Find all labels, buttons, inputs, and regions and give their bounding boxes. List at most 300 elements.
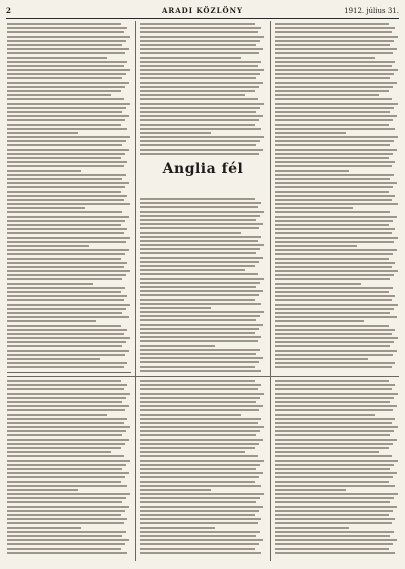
illegible-text-line (275, 262, 395, 264)
illegible-text-line (140, 198, 255, 200)
illegible-text-line (275, 48, 397, 50)
illegible-text-line (7, 443, 125, 445)
illegible-text-line (140, 468, 256, 470)
illegible-text-line (275, 366, 392, 368)
illegible-text-line (7, 283, 93, 285)
illegible-text-line (275, 211, 390, 213)
illegible-text-line (275, 422, 392, 424)
masthead (6, 5, 399, 17)
illegible-text-line (140, 103, 264, 105)
illegible-text-line (140, 485, 261, 487)
illegible-text-line (7, 518, 127, 520)
illegible-text-line (140, 370, 261, 372)
illegible-text-line (275, 548, 389, 550)
illegible-text-line (275, 329, 395, 331)
illegible-text-line (7, 31, 124, 33)
illegible-text-line (7, 48, 129, 50)
illegible-text-line (275, 216, 397, 218)
illegible-text-line (140, 366, 255, 368)
illegible-text-line (275, 468, 390, 470)
illegible-text-line (140, 115, 263, 117)
illegible-text-line (7, 249, 129, 251)
illegible-text-line (140, 361, 259, 363)
illegible-text-line (140, 90, 255, 92)
illegible-text-line (275, 270, 398, 272)
illegible-text-line (7, 522, 124, 524)
illegible-text-line (275, 119, 393, 121)
illegible-text-line (275, 153, 393, 155)
illegible-text-line (275, 388, 392, 390)
illegible-text-line (140, 278, 264, 280)
illegible-text-line (140, 111, 256, 113)
illegible-text-line (140, 61, 261, 63)
illegible-text-line (275, 57, 375, 59)
illegible-text-line (140, 319, 256, 321)
illegible-text-line (140, 261, 259, 263)
illegible-text-line (275, 241, 394, 243)
illegible-text-line (140, 215, 260, 217)
illegible-text-line (275, 258, 389, 260)
illegible-text-line (7, 388, 124, 390)
illegible-text-line (140, 248, 260, 250)
illegible-text-line (7, 73, 126, 75)
illegible-text-line (140, 124, 255, 126)
illegible-text-line (140, 69, 264, 71)
middle-column-text-lower (140, 198, 265, 374)
illegible-text-line (140, 510, 259, 512)
illegible-text-line (7, 535, 122, 537)
illegible-text-line (7, 98, 124, 100)
left-column-text-lower (7, 380, 131, 556)
illegible-text-line (275, 489, 346, 491)
illegible-text-line (275, 82, 397, 84)
illegible-text-line (140, 447, 255, 449)
illegible-text-line (275, 481, 389, 483)
illegible-text-line (140, 132, 211, 134)
illegible-text-line (275, 506, 397, 508)
illegible-text-line (275, 136, 398, 138)
illegible-text-line (7, 493, 130, 495)
illegible-text-line (275, 195, 395, 197)
illegible-text-line (7, 476, 125, 478)
illegible-text-line (275, 439, 397, 441)
illegible-text-line (140, 44, 256, 46)
illegible-text-line (7, 161, 127, 163)
illegible-text-line (140, 144, 256, 146)
illegible-text-line (7, 36, 130, 38)
illegible-text-line (7, 191, 121, 193)
illegible-text-line (275, 345, 390, 347)
illegible-text-line (7, 539, 129, 541)
illegible-text-line (275, 295, 395, 297)
illegible-text-line (140, 434, 256, 436)
illegible-text-line (7, 65, 124, 67)
illegible-text-line (140, 303, 261, 305)
illegible-text-line (140, 464, 260, 466)
illegible-text-line (7, 333, 124, 335)
illegible-text-line (7, 140, 126, 142)
illegible-text-line (275, 220, 393, 222)
illegible-text-line (275, 299, 392, 301)
illegible-text-line (7, 384, 127, 386)
illegible-text-line (7, 216, 129, 218)
illegible-text-line (140, 552, 261, 554)
illegible-text-line (7, 510, 125, 512)
illegible-text-line (7, 27, 127, 29)
illegible-text-line (140, 397, 260, 399)
illegible-text-line (275, 304, 398, 306)
illegible-text-line (140, 380, 255, 382)
illegible-text-line (140, 206, 258, 208)
illegible-text-line (7, 316, 129, 318)
illegible-text-line (140, 269, 245, 271)
illegible-text-line (7, 220, 125, 222)
illegible-text-line (140, 535, 256, 537)
illegible-text-line (275, 31, 392, 33)
illegible-text-line (7, 514, 121, 516)
illegible-text-line (140, 236, 261, 238)
illegible-text-line (7, 224, 121, 226)
illegible-text-line (275, 451, 379, 453)
illegible-text-line (275, 199, 392, 201)
illegible-text-line (140, 349, 260, 351)
illegible-text-line (7, 299, 124, 301)
illegible-text-line (275, 283, 361, 285)
illegible-text-line (140, 388, 258, 390)
illegible-text-line (275, 552, 395, 554)
illegible-text-line (140, 455, 258, 457)
illegible-text-line (140, 493, 264, 495)
illegible-text-line (7, 409, 125, 411)
illegible-text-line (275, 316, 397, 318)
illegible-text-line (275, 132, 346, 134)
illegible-text-line (275, 380, 389, 382)
illegible-text-line (140, 227, 259, 229)
illegible-text-line (275, 397, 394, 399)
illegible-text-line (140, 286, 256, 288)
illegible-text-line (140, 501, 256, 503)
illegible-text-line (7, 393, 130, 395)
left-column-text-upper (7, 23, 131, 371)
masthead-rule (6, 18, 399, 19)
illegible-text-line (275, 178, 390, 180)
illegible-text-line (7, 90, 121, 92)
illegible-text-line (275, 464, 394, 466)
illegible-text-line (275, 128, 395, 130)
illegible-text-line (275, 430, 394, 432)
illegible-text-line (275, 232, 392, 234)
illegible-text-line (140, 405, 263, 407)
illegible-text-line (275, 337, 398, 339)
illegible-text-line (140, 439, 263, 441)
illegible-text-line (7, 203, 130, 205)
illegible-text-line (275, 274, 394, 276)
illegible-text-line (140, 223, 263, 225)
illegible-text-line (275, 111, 390, 113)
illegible-text-line (7, 103, 130, 105)
illegible-text-line (140, 244, 264, 246)
illegible-text-line (140, 548, 255, 550)
illegible-text-line (275, 527, 349, 529)
illegible-text-line (275, 518, 395, 520)
illegible-text-line (140, 422, 258, 424)
illegible-text-line (275, 90, 389, 92)
right-column-text-bottom (275, 380, 399, 556)
illegible-text-line (140, 219, 256, 221)
illegible-text-line (7, 270, 130, 272)
illegible-text-line (7, 401, 122, 403)
illegible-text-line (140, 324, 263, 326)
illegible-text-line (7, 552, 127, 554)
illegible-text-line (7, 350, 129, 352)
illegible-text-line (7, 136, 130, 138)
illegible-text-line (7, 337, 130, 339)
illegible-text-line (7, 312, 122, 314)
illegible-text-line (7, 439, 129, 441)
illegible-text-line (140, 539, 263, 541)
illegible-text-line (140, 57, 241, 59)
illegible-text-line (140, 489, 211, 491)
illegible-text-line (7, 497, 126, 499)
illegible-text-line (7, 278, 122, 280)
illegible-text-line (7, 405, 129, 407)
illegible-text-line (7, 531, 126, 533)
illegible-text-line (140, 40, 260, 42)
illegible-text-line (140, 497, 260, 499)
illegible-text-line (275, 161, 395, 163)
illegible-text-line (275, 531, 394, 533)
lower-section-rule (7, 376, 399, 377)
illegible-text-line (7, 124, 121, 126)
article-headline: Anglia fél (162, 161, 244, 177)
illegible-text-line (140, 481, 255, 483)
illegible-text-line (275, 249, 397, 251)
illegible-text-line (140, 73, 260, 75)
illegible-text-line (275, 203, 398, 205)
illegible-text-line (7, 61, 127, 63)
illegible-text-line (275, 405, 397, 407)
illegible-text-line (275, 455, 392, 457)
illegible-text-line (7, 414, 107, 416)
illegible-text-line (7, 320, 96, 322)
column-rule-left (135, 21, 136, 561)
illegible-text-line (7, 366, 124, 368)
illegible-text-line (275, 115, 397, 117)
illegible-text-line (275, 501, 390, 503)
illegible-text-line (140, 128, 261, 130)
illegible-text-line (7, 144, 122, 146)
illegible-text-line (140, 472, 263, 474)
illegible-text-line (140, 86, 259, 88)
illegible-text-line (275, 61, 395, 63)
illegible-text-line (7, 115, 129, 117)
illegible-text-line (275, 98, 392, 100)
illegible-text-line (140, 52, 259, 54)
illegible-text-line (275, 107, 394, 109)
illegible-text-line (275, 77, 390, 79)
illegible-text-line (7, 358, 100, 360)
illegible-text-line (275, 443, 393, 445)
illegible-text-line (7, 157, 121, 159)
illegible-text-line (140, 94, 245, 96)
illegible-text-line (140, 514, 255, 516)
illegible-text-line (7, 455, 124, 457)
illegible-text-line (275, 493, 398, 495)
illegible-text-line (7, 460, 130, 462)
illegible-text-line (275, 191, 389, 193)
illegible-text-line (7, 325, 121, 327)
illegible-text-line (275, 426, 398, 428)
illegible-text-line (275, 237, 398, 239)
illegible-text-line (7, 69, 130, 71)
illegible-text-line (140, 265, 255, 267)
illegible-text-line (140, 430, 260, 432)
illegible-text-line (7, 199, 124, 201)
illegible-text-line (140, 357, 263, 359)
illegible-text-line (275, 140, 394, 142)
illegible-text-line (7, 329, 127, 331)
illegible-text-line (7, 291, 121, 293)
illegible-text-line (7, 489, 78, 491)
illegible-text-line (7, 149, 129, 151)
illegible-text-line (140, 65, 258, 67)
illegible-text-line (7, 170, 81, 172)
illegible-text-line (140, 307, 211, 309)
illegible-text-line (7, 451, 111, 453)
illegible-text-line (7, 253, 125, 255)
illegible-text-line (7, 228, 127, 230)
illegible-text-line (275, 308, 394, 310)
illegible-text-line (275, 401, 390, 403)
illegible-text-line (275, 543, 393, 545)
illegible-text-line (140, 232, 241, 234)
illegible-text-line (7, 207, 85, 209)
illegible-text-line (7, 182, 129, 184)
illegible-text-line (7, 543, 125, 545)
illegible-text-line (7, 397, 126, 399)
illegible-text-line (140, 252, 256, 254)
illegible-text-line (7, 295, 127, 297)
illegible-text-line (140, 518, 261, 520)
illegible-text-line (7, 186, 125, 188)
illegible-text-line (275, 157, 389, 159)
illegible-text-line (140, 98, 258, 100)
illegible-text-line (140, 23, 255, 25)
paper-name: ARADI KÖZLÖNY (162, 6, 243, 15)
illegible-text-line (140, 345, 215, 347)
illegible-text-line (275, 358, 368, 360)
illegible-text-line (275, 73, 394, 75)
illegible-text-line (275, 312, 390, 314)
illegible-text-line (275, 333, 392, 335)
illegible-text-line (275, 182, 397, 184)
illegible-text-line (140, 311, 264, 313)
illegible-text-line (275, 207, 353, 209)
illegible-text-line (275, 65, 392, 67)
illegible-text-line (140, 77, 256, 79)
right-column-text (275, 23, 399, 371)
illegible-text-line (7, 345, 122, 347)
illegible-text-line (140, 336, 261, 338)
illegible-text-line (140, 107, 260, 109)
illegible-text-line (275, 497, 394, 499)
illegible-text-line (7, 44, 122, 46)
illegible-text-line (140, 460, 264, 462)
illegible-text-line (140, 332, 255, 334)
illegible-text-line (140, 401, 256, 403)
illegible-text-line (7, 111, 122, 113)
illegible-text-line (140, 299, 255, 301)
illegible-text-line (7, 94, 111, 96)
illegible-text-line (275, 418, 395, 420)
illegible-text-line (140, 451, 245, 453)
illegible-text-line (275, 447, 389, 449)
illegible-text-line (140, 443, 259, 445)
illegible-text-line (140, 48, 263, 50)
illegible-text-line (275, 36, 398, 38)
illegible-text-line (140, 153, 259, 155)
illegible-text-line (275, 228, 395, 230)
illegible-text-line (140, 136, 264, 138)
illegible-text-line (7, 380, 121, 382)
illegible-text-line (275, 539, 397, 541)
illegible-text-line (7, 548, 121, 550)
illegible-text-line (7, 195, 127, 197)
illegible-text-line (275, 414, 375, 416)
illegible-text-line (275, 476, 393, 478)
illegible-text-line (140, 290, 263, 292)
illegible-text-line (275, 278, 390, 280)
illegible-text-line (275, 124, 389, 126)
illegible-text-line (275, 535, 390, 537)
illegible-text-line (140, 353, 256, 355)
illegible-text-line (275, 186, 393, 188)
illegible-text-line (7, 119, 125, 121)
illegible-text-line (275, 350, 397, 352)
illegible-text-line (140, 273, 258, 275)
illegible-text-line (275, 266, 392, 268)
illegible-text-line (7, 481, 121, 483)
illegible-text-line (7, 501, 122, 503)
illegible-text-line (275, 325, 389, 327)
illegible-text-line (275, 341, 394, 343)
illegible-text-line (7, 266, 124, 268)
illegible-text-line (140, 340, 258, 342)
illegible-text-line (140, 149, 263, 151)
illegible-text-line (7, 447, 121, 449)
illegible-text-line (7, 165, 124, 167)
illegible-text-line (275, 485, 395, 487)
illegible-text-line (275, 434, 390, 436)
illegible-text-line (7, 485, 127, 487)
illegible-text-line (275, 23, 389, 25)
issue-date: 1912. július 31. (344, 7, 399, 15)
illegible-text-line (275, 354, 393, 356)
illegible-text-line (275, 86, 393, 88)
illegible-text-line (140, 426, 264, 428)
illegible-text-line (275, 510, 393, 512)
illegible-text-line (7, 52, 125, 54)
illegible-text-line (140, 140, 260, 142)
illegible-text-line (7, 308, 126, 310)
illegible-text-line (140, 119, 259, 121)
illegible-text-line (140, 543, 259, 545)
illegible-text-line (7, 354, 125, 356)
illegible-text-line (275, 165, 392, 167)
illegible-text-line (7, 422, 124, 424)
illegible-text-line (275, 472, 397, 474)
illegible-text-line (275, 174, 394, 176)
